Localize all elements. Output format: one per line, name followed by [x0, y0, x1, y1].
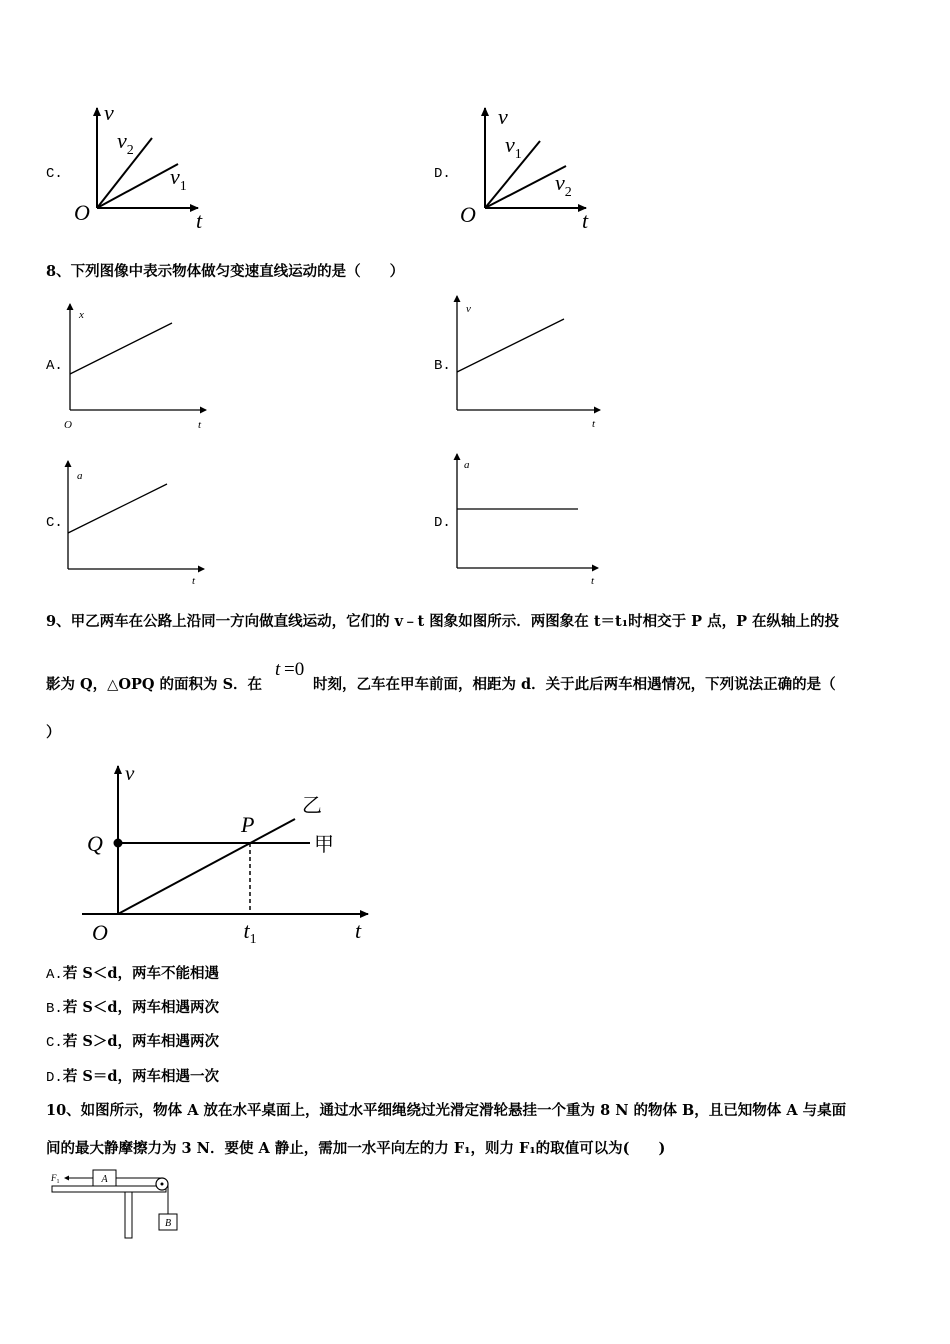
- q-label: Q: [87, 831, 103, 856]
- line-v1: [97, 164, 178, 208]
- line-label-v1: $v_1$: [170, 164, 187, 194]
- formula-eq: =0: [284, 659, 305, 680]
- axis-label-t: t: [582, 208, 589, 233]
- line-yi-label: 乙: [302, 795, 322, 817]
- q9-option-b[interactable]: [46, 996, 219, 1017]
- line-label-v1: $v_1$: [505, 132, 522, 162]
- q9-option-d[interactable]: [46, 1065, 219, 1086]
- q9-stem-line2-a: 影为 Q，△OPQ 的面积为 S．在: [46, 676, 263, 693]
- force-arrowhead: [64, 1176, 69, 1181]
- axis-label-t: t: [196, 208, 203, 233]
- axis-label-x: x: [79, 309, 84, 321]
- pulley-axle: [161, 1183, 164, 1186]
- block-a-label: A: [101, 1174, 108, 1185]
- axis-label-t: t: [192, 575, 196, 587]
- q9-option-c[interactable]: [46, 1030, 219, 1051]
- q7-option-d-label: D.: [434, 166, 451, 182]
- q7-option-c-label: C.: [46, 166, 63, 182]
- force-label: $F_1$: [51, 1173, 60, 1185]
- q10-stem-line2: 间的最大静摩擦力为 3 N．要使 A 静止，需加一水平向左的力 F₁，则力 F₁的取值可以为( ): [46, 1140, 666, 1157]
- axis-label-a: a: [77, 470, 83, 482]
- q8-option-c-label: C.: [46, 515, 63, 531]
- block-b-label: B: [164, 1218, 172, 1229]
- origin-label: O: [74, 200, 90, 225]
- axis-label-t: t: [591, 575, 595, 587]
- axis-label-t: t: [592, 418, 596, 430]
- graph-line: [70, 323, 172, 374]
- axis-label-t: t: [198, 419, 202, 431]
- option-letter: D.: [46, 1070, 63, 1086]
- axis-label-v: v: [125, 761, 135, 785]
- q9-stem-line2-b: 时刻，乙车在甲车前面，相距为 d．关于此后两车相遇情况，下列说法正确的是（: [313, 676, 836, 693]
- graph-line: [457, 319, 564, 372]
- origin-label: O: [460, 202, 476, 227]
- axis-label-v: v: [104, 100, 114, 125]
- origin-label: O: [64, 419, 72, 431]
- table-top: [52, 1186, 166, 1192]
- q7-graph-c: [60, 98, 220, 238]
- line-yi: [118, 819, 295, 914]
- p-label: P: [241, 812, 255, 837]
- q7-graph-d: [448, 98, 608, 238]
- q8-graph-c: [57, 455, 217, 590]
- graph-line: [68, 484, 167, 533]
- q10-pulley-figure: [44, 1164, 194, 1242]
- q8-graph-a: [58, 298, 218, 433]
- axis-label-a: a: [464, 459, 470, 471]
- line-label-v2: $v_2$: [117, 128, 134, 158]
- option-text: 若 S＜d，两车相遇两次: [62, 999, 219, 1016]
- axis-label-v: v: [466, 303, 471, 315]
- formula-t: t: [275, 659, 281, 680]
- option-letter: A.: [46, 967, 63, 983]
- q8-graph-d: [446, 448, 606, 588]
- q8-stem: 8、下列图像中表示物体做匀变速直线运动的是（ ）: [46, 263, 405, 280]
- origin-label: O: [92, 920, 108, 945]
- axis-label-v: v: [498, 104, 508, 129]
- q9-stem-line1: 9、甲乙两车在公路上沿同一方向做直线运动，它们的 v﹣t 图象如图所示．两图象在 t＝t₁时相交于 P 点，P 在纵轴上的投: [46, 613, 840, 630]
- option-text: 若 S＜d，两车不能相遇: [62, 965, 219, 982]
- q9-stem-line3: ）: [46, 724, 61, 741]
- axis-label-t: t: [355, 918, 362, 943]
- q9-option-a[interactable]: [46, 962, 219, 983]
- formula-t-equals-0: [272, 655, 314, 681]
- line-v2: [485, 166, 566, 208]
- option-letter: B.: [46, 1001, 63, 1017]
- q8-option-b-label: B.: [434, 358, 451, 374]
- q9-vt-graph: [78, 758, 378, 948]
- line-label-v2: $v_2$: [555, 170, 572, 200]
- point-q: [114, 839, 123, 848]
- q8-option-a-label: A.: [46, 358, 63, 374]
- line-jia-label: 甲: [314, 834, 334, 856]
- option-text: 若 S＝d，两车相遇一次: [62, 1068, 219, 1085]
- option-letter: C.: [46, 1035, 63, 1051]
- q8-graph-b: [446, 290, 606, 430]
- t1-label: $t_1$: [243, 918, 257, 947]
- table-leg: [125, 1192, 132, 1238]
- q10-stem-line1: 10、如图所示，物体 A 放在水平桌面上，通过水平细绳绕过光滑定滑轮悬挂一个重为 8 N 的物体 B，且已知物体 A 与桌面: [46, 1102, 847, 1119]
- option-text: 若 S＞d，两车相遇两次: [62, 1033, 219, 1050]
- q8-option-d-label: D.: [434, 515, 451, 531]
